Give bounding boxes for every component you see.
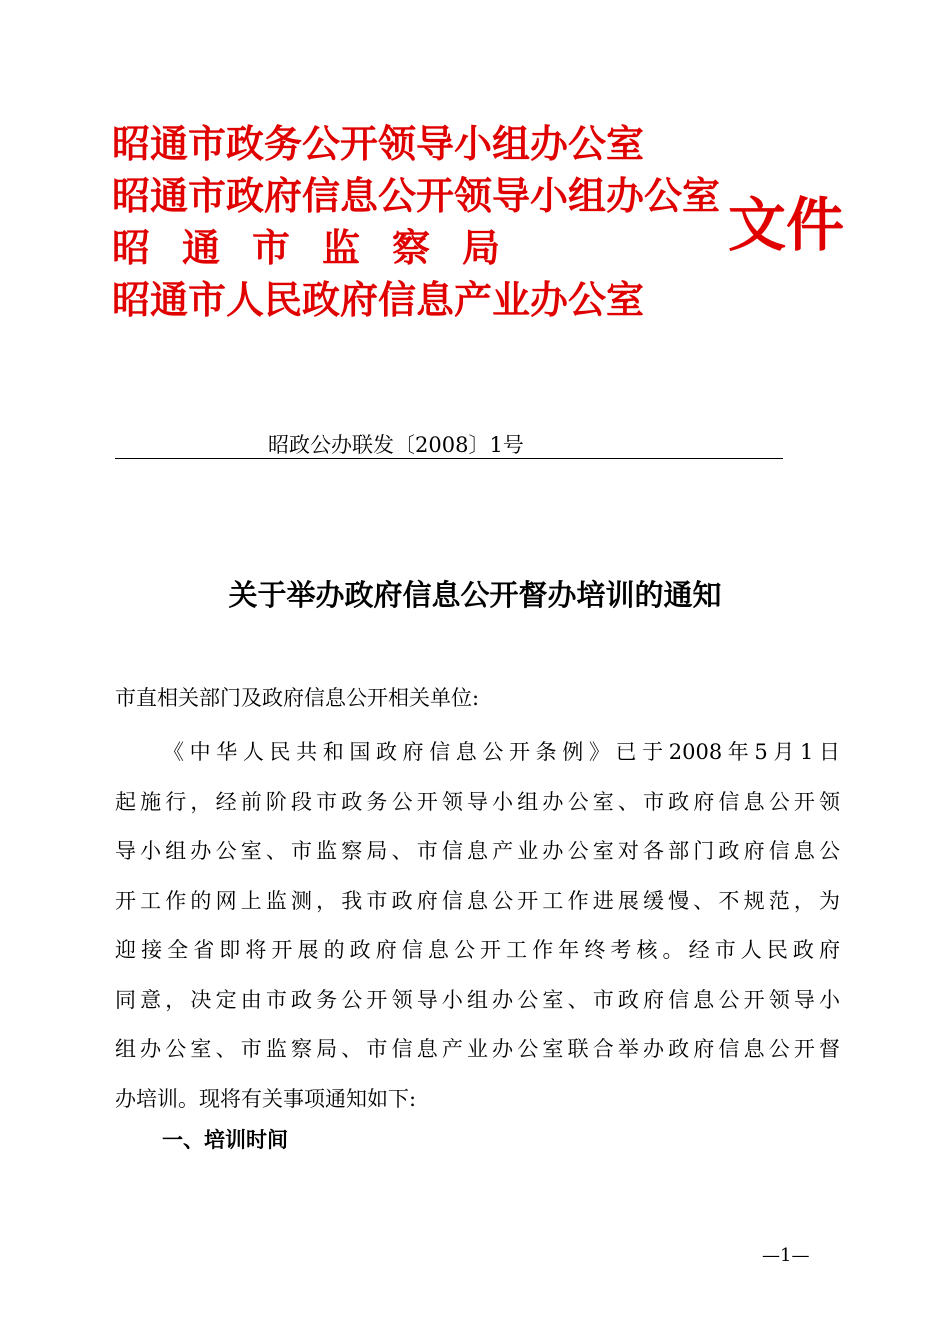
doc-number-underline: [115, 458, 783, 459]
issuing-body: 昭通市监察局: [112, 225, 533, 270]
body-line: 《中华人民共和国政府信息公开条例》已于2008年5月1日: [163, 740, 840, 764]
section-heading: 一、培训时间: [162, 1128, 288, 1152]
document-type-label: 文件: [728, 191, 845, 259]
body-line: 开工作的网上监测，我市政府信息公开工作进展缓慢、不规范，为: [115, 888, 840, 913]
salutation: 市直相关部门及政府信息公开相关单位:: [115, 686, 480, 710]
body-line: 迎接全省即将开展的政府信息公开工作年终考核。经市人民政府: [115, 938, 840, 962]
document-number: 昭政公办联发〔2008〕1号: [268, 433, 524, 457]
issuing-bodies: [112, 118, 722, 328]
issuing-body: 昭通市政府信息公开领导小组办公室: [112, 173, 721, 218]
body-paragraph: [115, 728, 840, 1124]
body-line: 导小组办公室、市监察局、市信息产业办公室对各部门政府信息公: [115, 839, 840, 863]
body-line: 同意，决定由市政务公开领导小组办公室、市政府信息公开领导小: [115, 987, 840, 1012]
body-line: 办培训。现将有关事项通知如下:: [115, 1086, 417, 1111]
body-line: 组办公室、市监察局、市信息产业办公室联合举办政府信息公开督: [115, 1037, 840, 1061]
issuing-body: 昭通市政务公开领导小组办公室: [112, 121, 645, 166]
body-line: 起施行，经前阶段市政务公开领导小组办公室、市政府信息公开领: [115, 789, 840, 814]
page-number: —1—: [762, 1245, 810, 1266]
document-title: 关于举办政府信息公开督办培训的通知: [228, 578, 722, 612]
issuing-body: 昭通市人民政府信息产业办公室: [112, 277, 645, 322]
